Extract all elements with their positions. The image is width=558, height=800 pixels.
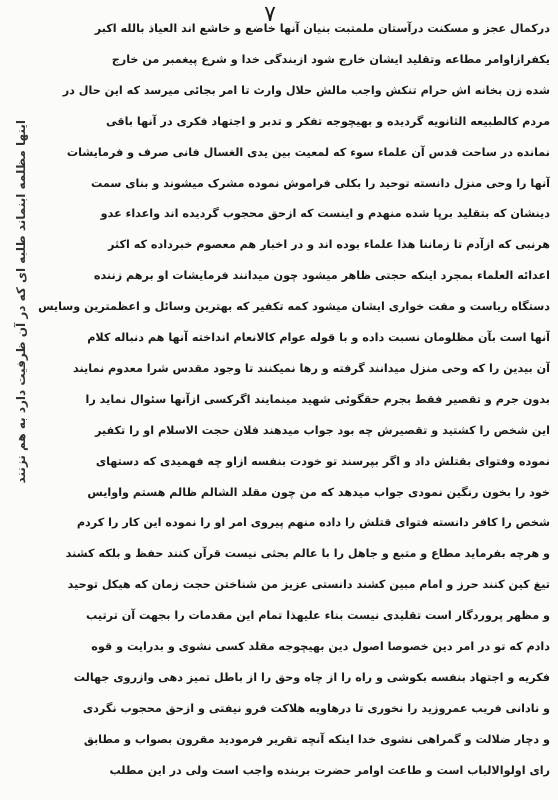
text-line: بدون جرم و تقصیر فقط بجرم حقگوئی شهید مینمایند اگرکسی ازآنها سئوال نماید را [85,392,550,406]
text-line: آن بیدین را که وحی منزل میدانند گرفته و رها نمیکنند تا وجود مقدس شرا معدوم نمایند [73,361,550,375]
text-line: آنها را وحی منزل دانسته توحید را بکلی فراموش نموده مشرک میشوند و بنای سمت [91,176,550,190]
text-line: این شخص را کشتید و تقصیرش چه بود جواب میدهند فلان حجت الاسلام او را تکفیر [94,423,550,437]
text-line: و دچار ضلالت و گمراهی نشوی خدا اینکه آنچه تقریر فرمودید مقرون بصواب و مطابق [83,732,550,746]
text-line: و هرچه بفرماید مطاع و متبع و جاهل را با عالم بحثی نیست قرآن کنند حفظ و بلکه کشند [65,547,550,561]
text-line: هرنبی که ازآدم تا زماننا هذا علماء بوده اند و در اخبار هم معصوم خبرداده که اکثر [107,238,550,252]
text-line: فکریه و اجتهاد بنفسه بکوشی و راه را از چاه وحق را از باطل تمیز دهی وازروی جهالت [73,670,550,684]
text-line: تیغ کین کنند حرز و امام مبین کشند دانستی عزیز من شناختن حجت زمان که هیکل توحید [67,578,550,592]
text-line: دادم که تو در امر دین خصوصا اصول دین بهیچوجه مقلد کسی نشوی و بدرایت و قوه [91,640,550,653]
text-line: و مظهر پروردگار است تقلیدی نیست بناء علیهذا تمام این مقدمات را بجهت آن ترتیب [86,609,550,623]
handwritten-body-text [38,18,550,796]
text-line: نمانده در ساحت قدس آن علماء سوء که لمعیت بین یدی الغسال فانی صرف و فرمایشات [66,145,550,159]
text-line: شده زن بخانه اش حرام تنکش واجب مالش حلال وارث تا امر بجائی میرسد که این حال در [62,83,550,97]
text-line: نموده وفتوای بقتلش داد و اگر بپرسند تو خودت بنفسه ازاو چه فهمیدی که دستهای [95,454,550,468]
text-line: اعدائه العلماء بمجرد اینکه حجتی ظاهر میشود چون میدانند فرمایشات او برهم زننده [93,269,550,283]
margin-note-text: اینها مظلمه ابنماند طلبه ای که در آن ظرفیت دارد به هم نزنند [14,120,28,484]
text-line: آنها است بآن مظلومان نسبت داده و با قوله عوام کالانعام انداخته آنها هم دنباله کلام [87,331,550,344]
margin-note [2,120,36,680]
text-line: مردم کالطبیعه الثانویه گردیده و بهیچوجه تفکر و تدبر و اجتهاد فکری در آنها باقی [105,114,550,128]
page-number: ٧ [264,2,276,27]
text-line: درکمال عجز و مسکنت درآستان ملمتبت بنیان آنها خاضع و خاشع اند العیاذ بالله اکبر [94,22,550,35]
text-line: شخص را کافر دانسته فتوای قتلش را داده منهم پیروی امر او را نموده این کار را کردم [76,516,550,530]
text-line: رای اولوالالباب است و طاعت اوامر حضرت بربنده واجب است ولی در این مطلب [109,763,550,777]
text-line: دینشان که بتقلید برپا شده منهدم و اینست که ازحق محجوب گردیده اند واعداء عدو [100,207,550,221]
text-line: دستگاه ریاست و مفت خواری ایشان میشود کمه تکفیر که بهترین وسائل و اعظمترین وسایس [38,300,550,314]
text-line: یکفرازاوامر مطاعه وتقلید ایشان خارج شود ازبندگی خدا و شرع پیغمبر من خارج [111,52,550,66]
text-line: خود را بخون رنگین نمودی جواب میدهد که من چون مقلد الشالم ظالم هستم واوایس [87,485,550,499]
text-line: و نادانی فریب عمروزید را نخوری تا درهاویه هلاکت فرو نیفتی و ازحق محجوب نگردی [82,701,550,715]
